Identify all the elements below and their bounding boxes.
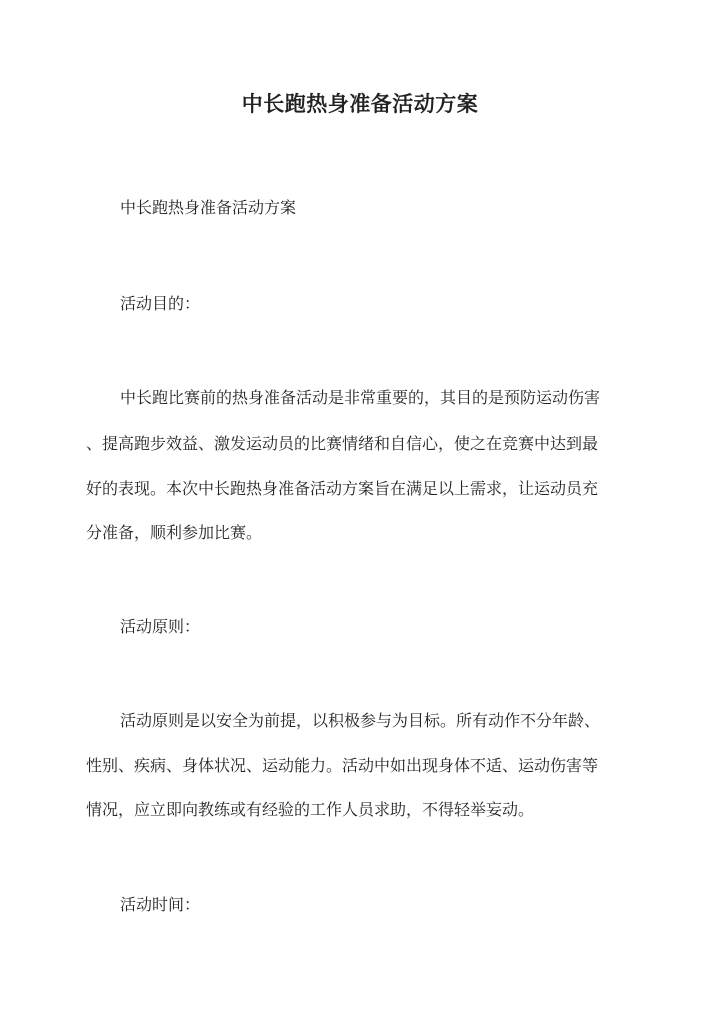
paragraph-line: 情况，应立即向教练或有经验的工作人员求助，不得轻举妄动。 xyxy=(86,800,535,819)
document-title: 中长跑热身准备活动方案 xyxy=(241,91,479,116)
paragraph-line: 、提高跑步效益、激发运动员的比赛情绪和自信心，使之在竞赛中达到最 xyxy=(86,434,599,453)
paragraph-line: 分准备，顺利参加比赛。 xyxy=(86,523,263,542)
section-heading-purpose: 活动目的： xyxy=(120,294,201,313)
paragraph-line: 性别、疾病、身体状况、运动能力。活动中如出现身体不适、运动伤害等 xyxy=(86,756,599,775)
paragraph-line: 活动原则是以安全为前提，以积极参与为目标。所有动作不分年龄、 xyxy=(120,711,601,730)
section-heading-time: 活动时间： xyxy=(120,895,201,914)
paragraph-line: 中长跑比赛前的热身准备活动是非常重要的，其目的是预防运动伤害 xyxy=(120,388,601,407)
paragraph-line: 好的表现。本次中长跑热身准备活动方案旨在满足以上需求，让运动员充 xyxy=(86,479,599,498)
subtitle-line: 中长跑热身准备活动方案 xyxy=(120,198,297,217)
section-heading-principles: 活动原则： xyxy=(120,617,201,636)
